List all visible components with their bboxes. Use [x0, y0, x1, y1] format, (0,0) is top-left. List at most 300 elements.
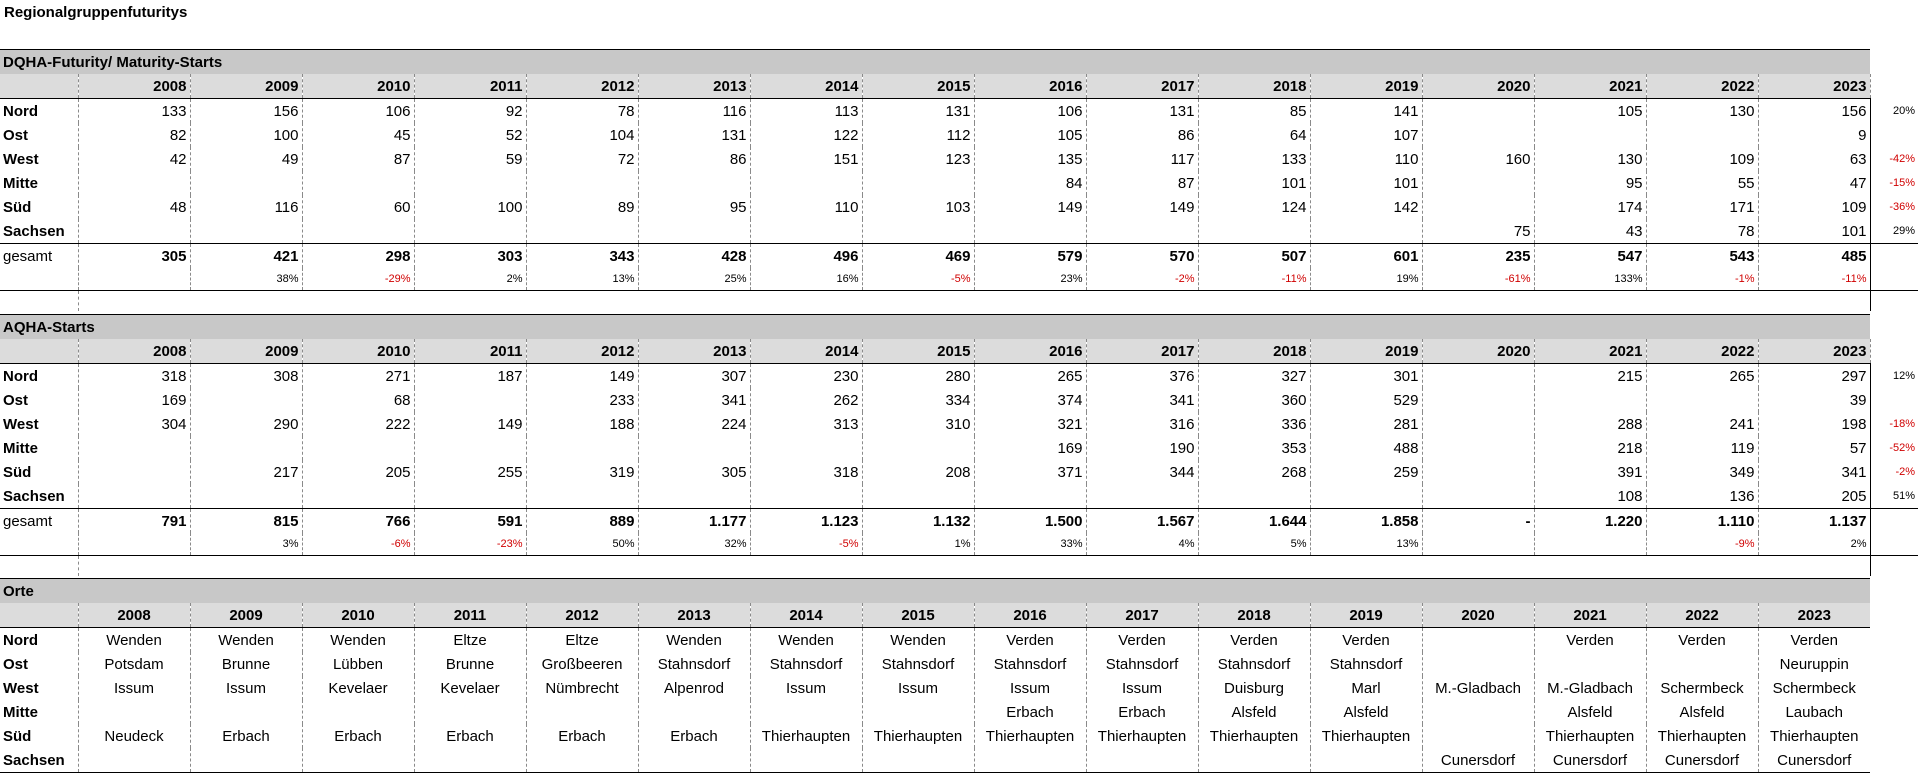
value-cell[interactable]: 100	[414, 195, 526, 219]
year-header-2018[interactable]: 2018	[1198, 603, 1310, 628]
total-cell[interactable]: 343	[526, 244, 638, 269]
region-label[interactable]: Mitte	[3, 174, 38, 192]
value-cell[interactable]	[302, 484, 414, 509]
place-cell[interactable]	[1422, 700, 1534, 724]
value-cell[interactable]: 215	[1534, 364, 1646, 389]
value-cell[interactable]: 149	[526, 364, 638, 389]
place-cell[interactable]: Potsdam	[78, 652, 190, 676]
value-cell[interactable]: 49	[190, 147, 302, 171]
value-cell[interactable]: 149	[1086, 195, 1198, 219]
value-cell[interactable]: 57	[1758, 436, 1870, 460]
value-cell[interactable]: 224	[638, 412, 750, 436]
value-cell[interactable]: 281	[1310, 412, 1422, 436]
value-cell[interactable]: 119	[1646, 436, 1758, 460]
total-cell[interactable]: 766	[302, 509, 414, 534]
year-header-2013[interactable]: 2013	[638, 603, 750, 628]
value-cell[interactable]: 84	[974, 171, 1086, 195]
place-cell[interactable]: Stahnsdorf	[1198, 652, 1310, 676]
percent-cell[interactable]: 3%	[190, 533, 302, 556]
change-cell[interactable]: -15%	[1870, 171, 1918, 195]
empty-cell[interactable]	[1870, 315, 1918, 340]
place-cell[interactable]: Eltze	[526, 628, 638, 653]
year-header-2023[interactable]: 2023	[1758, 339, 1870, 364]
place-cell[interactable]: Verden	[1198, 628, 1310, 653]
place-cell[interactable]	[414, 700, 526, 724]
empty-cell[interactable]	[0, 533, 78, 556]
value-cell[interactable]: 271	[302, 364, 414, 389]
place-cell[interactable]: Thierhaupten	[1198, 724, 1310, 748]
section-title[interactable]: AQHA-Starts	[0, 315, 1870, 340]
percent-cell[interactable]	[78, 268, 190, 291]
percent-cell[interactable]: 13%	[526, 268, 638, 291]
value-cell[interactable]: 360	[1198, 388, 1310, 412]
year-header-2014[interactable]: 2014	[750, 74, 862, 99]
value-cell[interactable]: 72	[526, 147, 638, 171]
year-header-2012[interactable]: 2012	[526, 603, 638, 628]
total-cell[interactable]: 547	[1534, 244, 1646, 269]
value-cell[interactable]: 151	[750, 147, 862, 171]
value-cell[interactable]: 198	[1758, 412, 1870, 436]
change-cell[interactable]: -18%	[1870, 412, 1918, 436]
value-cell[interactable]: 349	[1646, 460, 1758, 484]
place-cell[interactable]: Verden	[1086, 628, 1198, 653]
value-cell[interactable]: 131	[1086, 99, 1198, 124]
percent-cell[interactable]: -9%	[1646, 533, 1758, 556]
value-cell[interactable]	[1422, 123, 1534, 147]
place-cell[interactable]: Thierhaupten	[1310, 724, 1422, 748]
place-cell[interactable]: Alsfeld	[1198, 700, 1310, 724]
percent-cell[interactable]: -61%	[1422, 268, 1534, 291]
value-cell[interactable]: 334	[862, 388, 974, 412]
value-cell[interactable]: 217	[190, 460, 302, 484]
region-label[interactable]: Mitte	[3, 439, 38, 457]
year-header-2016[interactable]: 2016	[974, 339, 1086, 364]
place-cell[interactable]: Cunersdorf	[1646, 748, 1758, 773]
value-cell[interactable]	[1198, 219, 1310, 244]
value-cell[interactable]: 156	[190, 99, 302, 124]
place-cell[interactable]: Erbach	[974, 700, 1086, 724]
value-cell[interactable]: 82	[78, 123, 190, 147]
value-cell[interactable]	[862, 219, 974, 244]
year-header-2021[interactable]: 2021	[1534, 603, 1646, 628]
value-cell[interactable]: 374	[974, 388, 1086, 412]
place-cell[interactable]: Großbeeren	[526, 652, 638, 676]
value-cell[interactable]	[1422, 484, 1534, 509]
percent-cell[interactable]: 133%	[1534, 268, 1646, 291]
value-cell[interactable]: 321	[974, 412, 1086, 436]
place-cell[interactable]	[526, 700, 638, 724]
value-cell[interactable]: 288	[1534, 412, 1646, 436]
value-cell[interactable]: 87	[302, 147, 414, 171]
percent-cell[interactable]	[1534, 533, 1646, 556]
empty-cell[interactable]	[0, 291, 78, 312]
value-cell[interactable]: 341	[638, 388, 750, 412]
value-cell[interactable]: 100	[190, 123, 302, 147]
place-cell[interactable]: Erbach	[414, 724, 526, 748]
value-cell[interactable]	[414, 219, 526, 244]
place-cell[interactable]: Stahnsdorf	[974, 652, 1086, 676]
value-cell[interactable]	[638, 436, 750, 460]
total-cell[interactable]: 815	[190, 509, 302, 534]
total-cell[interactable]: 1.132	[862, 509, 974, 534]
total-cell[interactable]: 305	[78, 244, 190, 269]
total-cell[interactable]: 543	[1646, 244, 1758, 269]
value-cell[interactable]: 171	[1646, 195, 1758, 219]
place-cell[interactable]: Issum	[750, 676, 862, 700]
percent-cell[interactable]: 2%	[1758, 533, 1870, 556]
region-label[interactable]: Süd	[3, 463, 32, 481]
value-cell[interactable]: 174	[1534, 195, 1646, 219]
percent-cell[interactable]: -11%	[1758, 268, 1870, 291]
value-cell[interactable]: 307	[638, 364, 750, 389]
place-cell[interactable]: Stahnsdorf	[862, 652, 974, 676]
empty-cell[interactable]	[0, 556, 78, 577]
place-cell[interactable]: Neudeck	[78, 724, 190, 748]
value-cell[interactable]	[1422, 388, 1534, 412]
value-cell[interactable]: 316	[1086, 412, 1198, 436]
value-cell[interactable]: 48	[78, 195, 190, 219]
value-cell[interactable]: 105	[1534, 99, 1646, 124]
region-label[interactable]: Süd	[3, 727, 32, 745]
region-label[interactable]: Sachsen	[0, 748, 78, 773]
change-cell[interactable]	[1870, 123, 1918, 147]
year-header-2013[interactable]: 2013	[638, 339, 750, 364]
place-cell[interactable]	[78, 700, 190, 724]
value-cell[interactable]: 95	[1534, 171, 1646, 195]
value-cell[interactable]	[1646, 388, 1758, 412]
place-cell[interactable]: M.-Gladbach	[1422, 676, 1534, 700]
empty-cell[interactable]	[1870, 339, 1918, 364]
value-cell[interactable]: 52	[414, 123, 526, 147]
value-cell[interactable]: 86	[1086, 123, 1198, 147]
value-cell[interactable]: 112	[862, 123, 974, 147]
percent-cell[interactable]: 16%	[750, 268, 862, 291]
value-cell[interactable]: 318	[78, 364, 190, 389]
value-cell[interactable]: 103	[862, 195, 974, 219]
place-cell[interactable]	[1422, 628, 1534, 653]
value-cell[interactable]: 391	[1534, 460, 1646, 484]
value-cell[interactable]: 169	[974, 436, 1086, 460]
place-cell[interactable]: Nümbrecht	[526, 676, 638, 700]
value-cell[interactable]: 187	[414, 364, 526, 389]
year-header-2012[interactable]: 2012	[526, 339, 638, 364]
change-cell[interactable]: -42%	[1870, 147, 1918, 171]
value-cell[interactable]	[1086, 484, 1198, 509]
value-cell[interactable]	[414, 388, 526, 412]
value-cell[interactable]	[1422, 364, 1534, 389]
percent-cell[interactable]: 50%	[526, 533, 638, 556]
total-cell[interactable]: 485	[1758, 244, 1870, 269]
value-cell[interactable]: 218	[1534, 436, 1646, 460]
region-label[interactable]: Ost	[3, 126, 29, 144]
year-header-2010[interactable]: 2010	[302, 339, 414, 364]
value-cell[interactable]: 42	[78, 147, 190, 171]
place-cell[interactable]: Stahnsdorf	[1086, 652, 1198, 676]
value-cell[interactable]	[526, 436, 638, 460]
value-cell[interactable]: 106	[302, 99, 414, 124]
value-cell[interactable]: 131	[862, 99, 974, 124]
year-header-2011[interactable]: 2011	[414, 339, 526, 364]
value-cell[interactable]	[190, 171, 302, 195]
place-cell[interactable]: Neuruppin	[1758, 652, 1870, 676]
value-cell[interactable]: 39	[1758, 388, 1870, 412]
total-cell[interactable]: 601	[1310, 244, 1422, 269]
total-cell[interactable]: 591	[414, 509, 526, 534]
place-cell[interactable]	[638, 700, 750, 724]
year-header-2022[interactable]: 2022	[1646, 339, 1758, 364]
empty-cell[interactable]	[1870, 244, 1918, 269]
value-cell[interactable]	[1310, 219, 1422, 244]
value-cell[interactable]: 310	[862, 412, 974, 436]
place-cell[interactable]: Alsfeld	[1646, 700, 1758, 724]
value-cell[interactable]: 108	[1534, 484, 1646, 509]
year-header-2011[interactable]: 2011	[414, 74, 526, 99]
value-cell[interactable]	[78, 219, 190, 244]
percent-cell[interactable]: 1%	[862, 533, 974, 556]
value-cell[interactable]: 130	[1646, 99, 1758, 124]
year-header-2019[interactable]: 2019	[1310, 339, 1422, 364]
year-header-2020[interactable]: 2020	[1422, 603, 1534, 628]
value-cell[interactable]: 230	[750, 364, 862, 389]
place-cell[interactable]: Erbach	[638, 724, 750, 748]
region-label[interactable]: Nord	[3, 367, 38, 385]
section-title[interactable]: DQHA-Futurity/ Maturity-Starts	[0, 50, 1870, 75]
region-label[interactable]: West	[3, 150, 39, 168]
percent-cell[interactable]: -1%	[1646, 268, 1758, 291]
value-cell[interactable]	[1646, 123, 1758, 147]
empty-cell[interactable]	[1870, 533, 1918, 556]
value-cell[interactable]: 85	[1198, 99, 1310, 124]
value-cell[interactable]: 124	[1198, 195, 1310, 219]
total-cell[interactable]: 507	[1198, 244, 1310, 269]
value-cell[interactable]: 371	[974, 460, 1086, 484]
year-header-2015[interactable]: 2015	[862, 74, 974, 99]
value-cell[interactable]	[526, 484, 638, 509]
value-cell[interactable]: 319	[526, 460, 638, 484]
value-cell[interactable]: 265	[974, 364, 1086, 389]
percent-cell[interactable]: 23%	[974, 268, 1086, 291]
place-cell[interactable]: Verden	[1646, 628, 1758, 653]
year-header-2009[interactable]: 2009	[190, 74, 302, 99]
value-cell[interactable]: 55	[1646, 171, 1758, 195]
value-cell[interactable]: 116	[190, 195, 302, 219]
year-header-2022[interactable]: 2022	[1646, 603, 1758, 628]
place-cell[interactable]: Kevelaer	[414, 676, 526, 700]
value-cell[interactable]	[1422, 195, 1534, 219]
place-cell[interactable]: Wenden	[302, 628, 414, 653]
value-cell[interactable]: 104	[526, 123, 638, 147]
value-cell[interactable]: 529	[1310, 388, 1422, 412]
value-cell[interactable]	[1422, 436, 1534, 460]
value-cell[interactable]	[1422, 460, 1534, 484]
value-cell[interactable]: 109	[1758, 195, 1870, 219]
place-cell[interactable]: Verden	[974, 628, 1086, 653]
year-header-2020[interactable]: 2020	[1422, 74, 1534, 99]
place-cell[interactable]: Stahnsdorf	[1310, 652, 1422, 676]
region-label[interactable]: Sachsen	[3, 222, 65, 240]
place-cell[interactable]: Alsfeld	[1310, 700, 1422, 724]
value-cell[interactable]: 336	[1198, 412, 1310, 436]
total-cell[interactable]: 1.123	[750, 509, 862, 534]
value-cell[interactable]: 205	[302, 460, 414, 484]
value-cell[interactable]: 327	[1198, 364, 1310, 389]
year-header-2009[interactable]: 2009	[190, 339, 302, 364]
change-cell[interactable]: -2%	[1870, 460, 1918, 484]
year-header-2010[interactable]: 2010	[302, 74, 414, 99]
year-header-2008[interactable]: 2008	[78, 74, 190, 99]
value-cell[interactable]: 222	[302, 412, 414, 436]
value-cell[interactable]	[414, 171, 526, 195]
year-header-2021[interactable]: 2021	[1534, 74, 1646, 99]
value-cell[interactable]: 301	[1310, 364, 1422, 389]
value-cell[interactable]	[1422, 171, 1534, 195]
total-cell[interactable]: 1.567	[1086, 509, 1198, 534]
total-label[interactable]: gesamt	[0, 244, 78, 269]
value-cell[interactable]: 75	[1422, 219, 1534, 244]
value-cell[interactable]: 86	[638, 147, 750, 171]
year-header-2012[interactable]: 2012	[526, 74, 638, 99]
value-cell[interactable]: 265	[1646, 364, 1758, 389]
empty-cell[interactable]	[78, 291, 1870, 312]
percent-cell[interactable]	[1422, 533, 1534, 556]
value-cell[interactable]	[526, 219, 638, 244]
percent-cell[interactable]: 38%	[190, 268, 302, 291]
place-cell[interactable]: Wenden	[862, 628, 974, 653]
value-cell[interactable]	[1198, 484, 1310, 509]
value-cell[interactable]: 45	[302, 123, 414, 147]
value-cell[interactable]: 241	[1646, 412, 1758, 436]
value-cell[interactable]: 101	[1310, 171, 1422, 195]
percent-cell[interactable]: 13%	[1310, 533, 1422, 556]
region-label[interactable]: Nord	[3, 631, 38, 649]
value-cell[interactable]	[190, 484, 302, 509]
total-cell[interactable]: 570	[1086, 244, 1198, 269]
total-cell[interactable]: 1.110	[1646, 509, 1758, 534]
value-cell[interactable]: 110	[1310, 147, 1422, 171]
value-cell[interactable]	[750, 219, 862, 244]
corner-cell[interactable]	[0, 339, 78, 364]
place-cell[interactable]: Schermbeck	[1646, 676, 1758, 700]
year-header-2008[interactable]: 2008	[78, 339, 190, 364]
value-cell[interactable]: 113	[750, 99, 862, 124]
place-cell[interactable]: Issum	[1086, 676, 1198, 700]
corner-cell[interactable]	[0, 603, 78, 628]
total-cell[interactable]: 889	[526, 509, 638, 534]
value-cell[interactable]	[1422, 99, 1534, 124]
percent-cell[interactable]: -11%	[1198, 268, 1310, 291]
value-cell[interactable]	[974, 484, 1086, 509]
total-cell[interactable]: 428	[638, 244, 750, 269]
year-header-2017[interactable]: 2017	[1086, 339, 1198, 364]
year-header-2019[interactable]: 2019	[1310, 603, 1422, 628]
percent-cell[interactable]: -5%	[862, 268, 974, 291]
place-cell[interactable]	[1422, 724, 1534, 748]
change-cell[interactable]: 29%	[1870, 219, 1918, 244]
total-cell[interactable]: -	[1422, 509, 1534, 534]
place-cell[interactable]: Cunersdorf	[1758, 748, 1870, 773]
value-cell[interactable]: 290	[190, 412, 302, 436]
value-cell[interactable]: 110	[750, 195, 862, 219]
percent-cell[interactable]: 19%	[1310, 268, 1422, 291]
value-cell[interactable]	[638, 484, 750, 509]
section-title[interactable]: Orte	[0, 579, 1870, 604]
value-cell[interactable]: 255	[414, 460, 526, 484]
value-cell[interactable]: 376	[1086, 364, 1198, 389]
place-cell[interactable]: Erbach	[302, 724, 414, 748]
value-cell[interactable]: 488	[1310, 436, 1422, 460]
value-cell[interactable]	[78, 171, 190, 195]
value-cell[interactable]	[1310, 484, 1422, 509]
change-cell[interactable]: -36%	[1870, 195, 1918, 219]
value-cell[interactable]	[190, 219, 302, 244]
year-header-2015[interactable]: 2015	[862, 339, 974, 364]
place-cell[interactable]: Stahnsdorf	[750, 652, 862, 676]
value-cell[interactable]: 133	[1198, 147, 1310, 171]
value-cell[interactable]: 106	[974, 99, 1086, 124]
empty-cell[interactable]	[0, 268, 78, 291]
value-cell[interactable]: 123	[862, 147, 974, 171]
place-cell[interactable]: Wenden	[750, 628, 862, 653]
value-cell[interactable]	[302, 219, 414, 244]
place-cell[interactable]: Erbach	[1086, 700, 1198, 724]
value-cell[interactable]	[862, 171, 974, 195]
percent-cell[interactable]: 5%	[1198, 533, 1310, 556]
value-cell[interactable]	[638, 219, 750, 244]
empty-cell[interactable]	[1870, 50, 1918, 75]
value-cell[interactable]	[1086, 219, 1198, 244]
value-cell[interactable]: 105	[974, 123, 1086, 147]
year-header-2018[interactable]: 2018	[1198, 74, 1310, 99]
year-header-2015[interactable]: 2015	[862, 603, 974, 628]
value-cell[interactable]: 133	[78, 99, 190, 124]
place-cell[interactable]: Verden	[1310, 628, 1422, 653]
place-cell[interactable]: Thierhaupten	[1646, 724, 1758, 748]
place-cell[interactable]: Wenden	[190, 628, 302, 653]
total-cell[interactable]: 303	[414, 244, 526, 269]
value-cell[interactable]: 117	[1086, 147, 1198, 171]
region-label[interactable]: West	[3, 679, 39, 697]
value-cell[interactable]: 142	[1310, 195, 1422, 219]
value-cell[interactable]: 280	[862, 364, 974, 389]
value-cell[interactable]: 160	[1422, 147, 1534, 171]
value-cell[interactable]: 122	[750, 123, 862, 147]
total-cell[interactable]: 1.644	[1198, 509, 1310, 534]
year-header-2023[interactable]: 2023	[1758, 603, 1870, 628]
percent-cell[interactable]	[78, 533, 190, 556]
value-cell[interactable]: 43	[1534, 219, 1646, 244]
total-cell[interactable]: 235	[1422, 244, 1534, 269]
place-cell[interactable]: Schermbeck	[1758, 676, 1870, 700]
empty-cell[interactable]	[1870, 268, 1918, 291]
value-cell[interactable]	[638, 171, 750, 195]
total-cell[interactable]: 791	[78, 509, 190, 534]
value-cell[interactable]	[78, 460, 190, 484]
year-header-2021[interactable]: 2021	[1534, 339, 1646, 364]
empty-cell[interactable]	[1870, 509, 1918, 534]
place-cell[interactable]	[1422, 652, 1534, 676]
region-label[interactable]: Mitte	[3, 703, 38, 721]
value-cell[interactable]: 64	[1198, 123, 1310, 147]
value-cell[interactable]: 149	[414, 412, 526, 436]
empty-cell[interactable]	[1870, 291, 1918, 312]
total-cell[interactable]: 1.500	[974, 509, 1086, 534]
value-cell[interactable]: 205	[1758, 484, 1870, 509]
year-header-2020[interactable]: 2020	[1422, 339, 1534, 364]
value-cell[interactable]: 95	[638, 195, 750, 219]
total-cell[interactable]: 496	[750, 244, 862, 269]
place-cell[interactable]: Duisburg	[1198, 676, 1310, 700]
value-cell[interactable]: 268	[1198, 460, 1310, 484]
